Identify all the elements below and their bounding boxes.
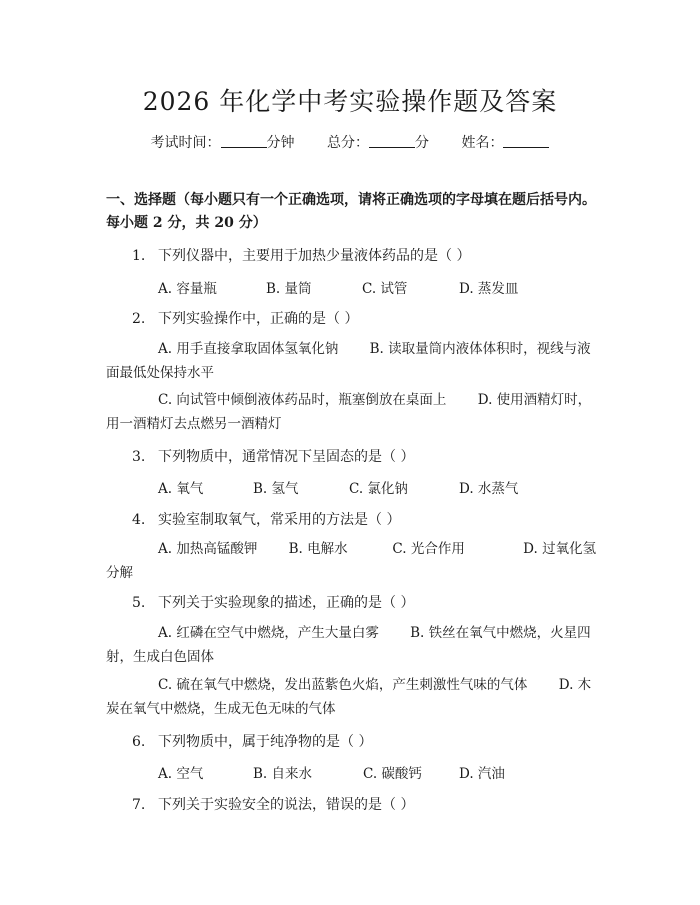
- option-a: A. 容量瓶: [158, 281, 217, 297]
- time-field: [151, 135, 299, 151]
- option-a: A. 氧气: [158, 481, 204, 497]
- time-label: 考试时间：: [150, 135, 221, 151]
- option-d: D. 水蒸气: [459, 481, 519, 497]
- question-number: 6.: [132, 734, 146, 750]
- question-5-options-line-1: A. 红磷在空气中燃烧，产生大量白雾 B. 铁丝在氧气中燃烧，火星四射，生成白色固体: [106, 625, 591, 665]
- name-label: 姓名：: [461, 135, 504, 151]
- question-3: [132, 446, 414, 466]
- exam-meta: [0, 132, 700, 152]
- question-3-options: [158, 477, 518, 497]
- question-number: 1.: [132, 248, 146, 264]
- question-number: 5.: [132, 595, 146, 611]
- page-title: 2026 年化学中考实验操作题及答案: [142, 87, 558, 116]
- question-2: [132, 308, 358, 328]
- question-text: 下列物质中，通常情况下呈固态的是（ ）: [158, 449, 415, 465]
- question-1: [132, 245, 470, 265]
- question-text: 下列关于实验安全的说法，错误的是（ ）: [158, 797, 415, 813]
- question-text: 下列物质中，属于纯净物的是（ ）: [158, 734, 373, 750]
- question-number: 2.: [132, 311, 146, 327]
- name-blank: [503, 135, 549, 148]
- question-2-options-line-2: C. 向试管中倾倒液体药品时，瓶塞倒放在桌面上 D. 使用酒精灯时，用一酒精灯去点燃另一酒精灯: [106, 392, 592, 432]
- question-5-options-line-2: C. 硫在氧气中燃烧，发出蓝紫色火焰，产生刺激性气味的气体 D. 木炭在氧气中燃烧，生成无色无味的气体: [106, 677, 592, 717]
- question-1-options: [158, 277, 518, 297]
- question-text: 下列关于实验现象的描述，正确的是（ ）: [158, 595, 415, 611]
- score-field: [327, 135, 433, 151]
- option-c: C. 碳酸钙: [363, 766, 422, 782]
- option-d: D. 蒸发皿: [459, 281, 519, 297]
- question-2-options-line-1: A. 用手直接拿取固体氢氧化钠 B. 读取量筒内液体体积时，视线与液面最低处保持水平: [106, 341, 591, 381]
- section-heading: 一、选择题（每小题只有一个正确选项，请将正确选项的字母填在题后括号内。每小题 2 分，共 20 分）: [106, 192, 596, 231]
- question-number: 7.: [132, 797, 146, 813]
- question-text: 实验室制取氧气，常采用的方法是（ ）: [158, 512, 401, 528]
- option-b: B. 自来水: [253, 766, 313, 782]
- option-b: B. 量筒: [266, 281, 312, 297]
- question-5: [132, 592, 414, 612]
- score-unit: 分: [415, 135, 429, 151]
- option-a: A. 空气: [158, 766, 204, 782]
- time-blank: [221, 135, 267, 148]
- question-number: 3.: [132, 449, 146, 465]
- question-7: [132, 794, 414, 814]
- option-d: D. 汽油: [459, 766, 505, 782]
- option-c: C. 试管: [362, 281, 408, 297]
- question-6: [132, 731, 372, 751]
- option-b: B. 氢气: [253, 481, 299, 497]
- question-4: [132, 509, 400, 529]
- question-6-options: [158, 762, 505, 782]
- name-field: [461, 135, 549, 151]
- time-unit: 分钟: [266, 135, 295, 151]
- score-blank: [369, 135, 415, 148]
- question-text: 下列仪器中，主要用于加热少量液体药品的是（ ）: [158, 248, 471, 264]
- question-text: 下列实验操作中，正确的是（ ）: [158, 311, 359, 327]
- question-4-options: A. 加热高锰酸钾 B. 电解水 C. 光合作用 D. 过氧化氢分解: [106, 541, 597, 581]
- score-label: 总分：: [327, 135, 369, 151]
- option-c: C. 氯化钠: [349, 481, 408, 497]
- question-number: 4.: [132, 512, 146, 528]
